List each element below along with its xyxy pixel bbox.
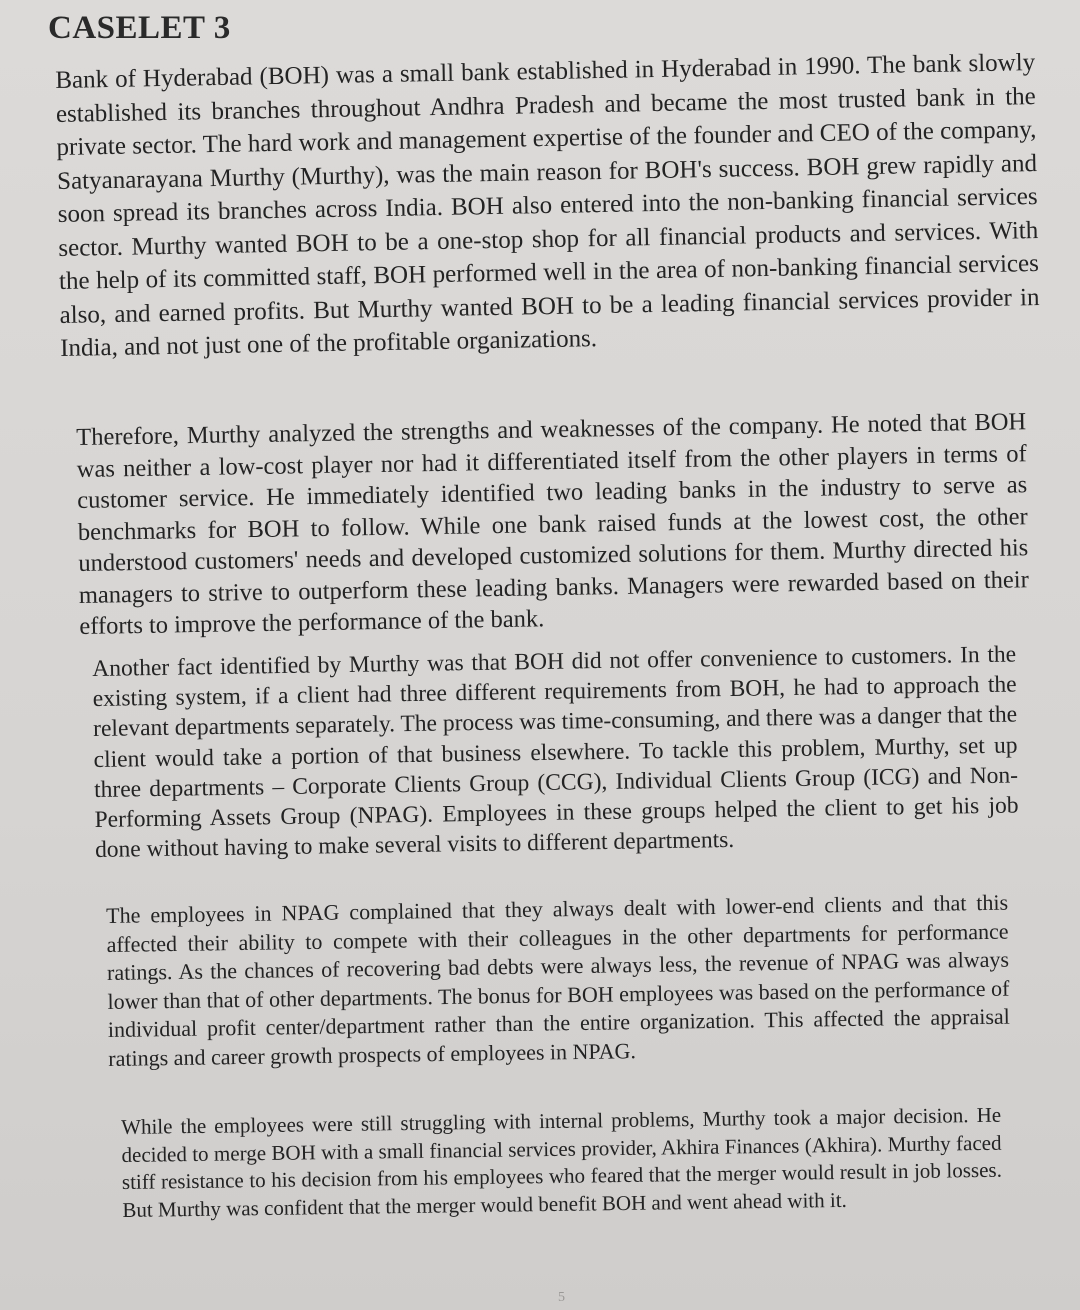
caselet-title: CASELET 3 bbox=[48, 10, 231, 46]
paragraph-4: The employees in NPAG complained that they always dealt with lower-end clients and that this affected their ability to compete with their colleagues in the other departments for performance ratings. As the chances of recovering bad debts were always less, the revenue of NPAG was always lower than that of other departments. The bonus for BOH employees was based on the performance of individual profit center/department rather than the entire organization. This affected the appraisal ratings and career growth prospects of employees in NPAG. bbox=[106, 889, 1010, 1071]
paragraph-1: Bank of Hyderabad (BOH) was a small bank established in Hyderabad in 1990. The bank slowly established its branches throughout Andhra Pradesh and became the most trusted bank in the private sector. The hard work and management expertise of the founder and CEO of the company, Satyanarayana Murthy (Murthy), was the main reason for BOH's success. BOH grew rapidly and soon spread its branches across India. BOH also entered into the non-banking financial services sector. Murthy wanted BOH to be a one-stop shop for all financial products and services. With the help of its committed staff, BOH performed well in the area of non-banking financial services also, and earned profits. But Murthy wanted BOH to be a leading financial services provider in India, and not just one of the profitable organizations. bbox=[55, 49, 1040, 362]
paragraph-2: Therefore, Murthy analyzed the strengths and weaknesses of the company. He noted that BOH was neither a low-cost player nor had it differentiated itself from the other players in terms of customer service. He immediately identified two leading banks in the industry to serve as benchmarks for BOH to follow. While one bank raised funds at the lowest cost, the other understood customers' needs and developed customized solutions for them. Murthy directed his managers to strive to outperform these leading banks. Managers were rewarded based on their efforts to improve the performance of the bank. bbox=[76, 408, 1029, 640]
page-number: 5 bbox=[558, 1290, 565, 1305]
paragraph-3: Another fact identified by Murthy was that BOH did not offer convenience to customers. In the existing system, if a client had three different requirements from BOH, he had to approach the relevant departments separately. The process was time-consuming, and there was a danger that the client would take a portion of that business elsewhere. To tackle this problem, Murthy, set up three departments – Corporate Clients Group (CCG), Individual Clients Group (ICG) and Non-Performing Assets Group (NPAG). Employees in these groups helped the client to get his job done without having to make several visits to different departments. bbox=[92, 641, 1019, 864]
paragraph-5: While the employees were still struggling with internal problems, Murthy took a major decision. He decided to merge BOH with a small financial services provider, Akhira Finances (Akhira). Murthy faced stiff resistance to his decision from his employees who feared that the merger would result in job losses. But Murthy was confident that the merger would benefit BOH and went ahead with it. bbox=[121, 1102, 1003, 1222]
